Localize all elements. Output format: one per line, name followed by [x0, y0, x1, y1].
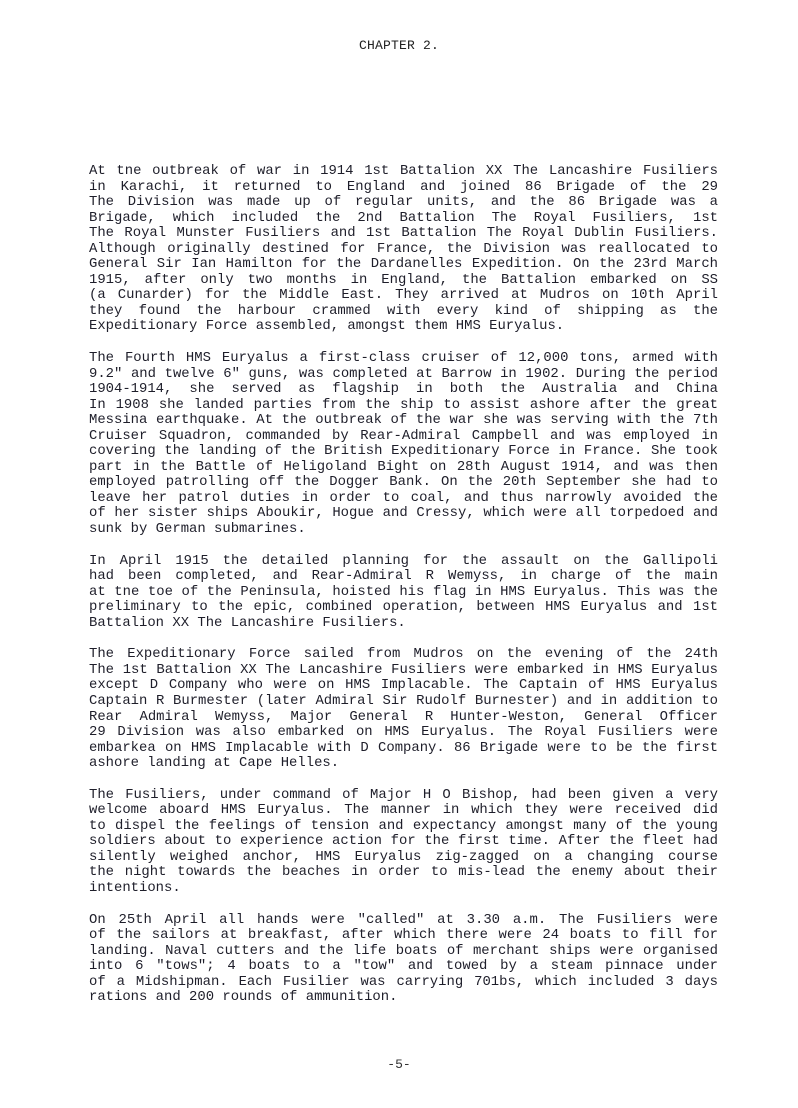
text-line: at tne toe of the Peninsula, hoisted his flag in HMS Euryalus. This was the [89, 584, 718, 600]
text-line: On 25th April all hands were "called" at 3.30 a.m. The Fusiliers were [89, 912, 718, 928]
paragraph [89, 913, 718, 1006]
text-line: of a Midshipman. Each Fusilier was carrying 701bs, which included 3 days [89, 974, 718, 990]
paragraph [89, 351, 718, 538]
text-line: At tne outbreak of war in 1914 1st Battalion XX The Lancashire Fusiliers [89, 164, 718, 179]
text-line: in Karachi, it returned to England and joined 86 Brigade of the 29 [89, 179, 718, 195]
text-line: Brigade, which included the 2nd Battalion The Royal Fusiliers, 1st [89, 210, 718, 226]
paragraph [89, 164, 718, 335]
text-line: intentions. [89, 879, 181, 896]
text-line: The Royal Munster Fusiliers and 1st Battalion The Royal Dublin Fusiliers. [89, 226, 718, 242]
chapter-title: CHAPTER 2. [358, 38, 439, 53]
text-line: The 1st Battalion XX The Lancashire Fusiliers were embarked in HMS Euryalus [89, 662, 718, 678]
text-line: silently weighed anchor, HMS Euryalus zig-zagged on a changing course [89, 849, 718, 865]
text-line: of her sister ships Aboukir, Hogue and Cressy, which were all torpedoed and [89, 506, 718, 522]
text-line: landing. Naval cutters and the life boats of merchant ships were organised [89, 943, 718, 959]
text-line: (a Cunarder) for the Middle East. They arrived at Mudros on 10th April [89, 288, 718, 304]
text-line: The Fourth HMS Euryalus a first-class cruiser of 12,000 tons, armed with [89, 351, 718, 367]
text-line: The Expeditionary Force sailed from Mudros on the evening of the 24th [89, 647, 718, 663]
text-line: into 6 "tows"; 4 boats to a "tow" and towed by a steam pinnace under [89, 959, 718, 975]
text-line: welcome aboard HMS Euryalus. The manner in which they were received did [89, 803, 718, 819]
text-line: of the sailors at breakfast, after which there were 24 boats to fill for [89, 928, 718, 944]
text-line: had been completed, and Rear-Admiral R Wemyss, in charge of the main [89, 569, 718, 585]
text-line: Battalion XX The Lancashire Fusiliers. [89, 614, 406, 631]
text-line: leave her patrol duties in order to coal, and thus narrowly avoided the [89, 490, 718, 506]
text-line: covering the landing of the British Expeditionary Force in France. She took [89, 444, 718, 460]
text-line: Although originally destined for France, the Division was reallocated to [89, 241, 718, 257]
text-line: The Division was made up of regular units, and the 86 Brigade was a [89, 195, 718, 211]
text-line: part in the Battle of Heligoland Bight on 28th August 1914, and was then [89, 459, 718, 475]
paragraph [89, 554, 718, 632]
page-number: -5- [387, 1057, 411, 1072]
text-line: the night towards the beaches in order to mis-lead the enemy about their [89, 865, 718, 881]
text-line: In April 1915 the detailed planning for the assault on the Gallipoli [89, 553, 718, 569]
text-line: 9.2" and twelve 6" guns, was completed at Barrow in 1902. During the period [89, 366, 718, 382]
text-line: sunk by German submarines. [89, 521, 306, 538]
paragraph [89, 647, 718, 771]
text-line: Rear Admiral Wemyss, Major General R Hunter-Weston, General Officer [89, 709, 718, 725]
text-line: Cruiser Squadron, commanded by Rear-Admiral Campbell and was employed in [89, 428, 718, 444]
text-line: 1915, after only two months in England, the Battalion embarked on SS [89, 272, 718, 288]
text-line: In 1908 she landed parties from the ship to assist ashore after the great [89, 397, 718, 413]
text-line: to dispel the feelings of tension and expectancy amongst many of the young [89, 818, 718, 834]
body-text [89, 164, 718, 1022]
text-line: 29 Division was also embarked on HMS Euryalus. The Royal Fusiliers were [89, 725, 718, 741]
text-line: employed patrolling off the Dogger Bank. On the 20th September she had to [89, 475, 718, 491]
text-line: rations and 200 rounds of ammunition. [89, 989, 398, 1006]
paragraph [89, 788, 718, 897]
text-line: 1904-1914, she served as flagship in both the Australia and China [89, 382, 718, 398]
text-line: embarkea on HMS Implacable with D Company. 86 Brigade were to be the first [89, 740, 718, 756]
text-line: The Fusiliers, under command of Major H O Bishop, had been given a very [89, 787, 718, 803]
text-line: except D Company who were on HMS Implacable. The Captain of HMS Euryalus [89, 678, 718, 694]
text-line: Expeditionary Force assembled, amongst them HMS Euryalus. [89, 318, 565, 335]
text-line: Captain R Burmester (later Admiral Sir Rudolf Burnester) and in addition to [89, 693, 718, 709]
text-line: soldiers about to experience action for the first time. After the fleet had [89, 834, 718, 850]
text-line: General Sir Ian Hamilton for the Dardanelles Expedition. On the 23rd March [89, 257, 718, 273]
text-line: they found the harbour crammed with every kind of shipping as the [89, 303, 718, 319]
text-line: preliminary to the epic, combined operation, between HMS Euryalus and 1st [89, 600, 718, 616]
text-line: Messina earthquake. At the outbreak of the war she was serving with the 7th [89, 413, 718, 429]
text-line: ashore landing at Cape Helles. [89, 755, 340, 772]
